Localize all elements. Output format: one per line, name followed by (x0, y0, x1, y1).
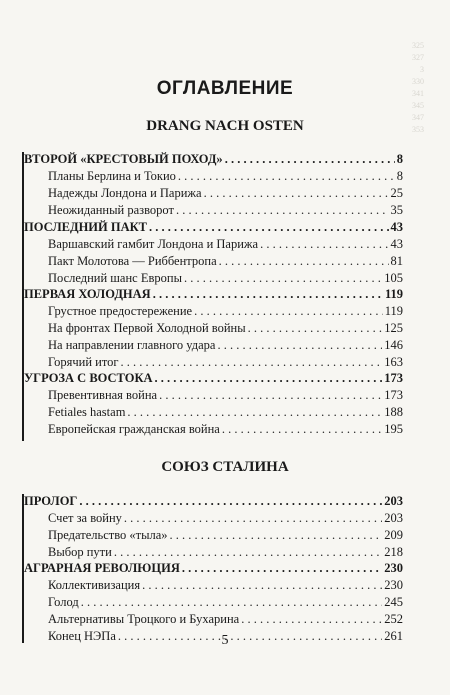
chapter-entry[interactable] (24, 152, 403, 167)
toc-entry[interactable] (48, 271, 403, 286)
entry-title: Варшавский гамбит Лондона и Парижа (48, 237, 259, 251)
entry-title: На направлении главного удара (48, 338, 216, 352)
part-title: DRANG NACH OSTEN (146, 118, 304, 134)
entry-page: 43 (390, 237, 403, 251)
entry-page: 195 (384, 422, 403, 436)
entry-page: 173 (384, 388, 403, 402)
toc-heading: ОГЛАВЛЕНИЕ (156, 78, 294, 99)
toc-entry[interactable] (48, 338, 403, 353)
entry-title: Предательство «тыла» (48, 528, 168, 542)
dot-leader (176, 203, 389, 218)
entry-title: Надежды Лондона и Парижа (48, 186, 202, 200)
dot-leader (149, 220, 388, 235)
chapter-title: ПОСЛЕДНИЙ ПАКТ (24, 220, 148, 234)
toc-section (22, 220, 403, 290)
entry-page: 125 (384, 321, 403, 335)
dot-leader (194, 304, 383, 319)
entry-page: 203 (384, 511, 403, 525)
toc-section (22, 152, 403, 222)
toc-entry[interactable] (48, 595, 403, 610)
entry-page: 8 (396, 169, 403, 183)
dot-leader (219, 254, 389, 269)
entry-page: 230 (384, 578, 403, 592)
entry-page: 218 (384, 545, 403, 559)
dot-leader (170, 528, 383, 543)
toc-entry[interactable] (48, 355, 403, 370)
dot-leader (81, 595, 383, 610)
toc-entry[interactable] (48, 321, 403, 336)
dot-leader (142, 578, 382, 593)
chapter-entry[interactable] (24, 287, 403, 302)
dot-leader (121, 355, 383, 370)
ghost-line: 345 (412, 101, 424, 110)
dot-leader (159, 388, 382, 403)
chapter-page: 119 (384, 287, 403, 301)
entry-title: Выбор пути (48, 545, 112, 559)
chapter-page: 173 (384, 371, 403, 385)
entry-page: 105 (384, 271, 403, 285)
dot-leader (217, 338, 382, 353)
entry-page: 81 (390, 254, 403, 268)
toc-section (22, 287, 403, 373)
toc-section (22, 371, 403, 441)
chapter-title: УГРОЗА С ВОСТОКА (24, 371, 153, 385)
entry-title: Коллективизация (48, 578, 141, 592)
chapter-entry[interactable] (24, 371, 403, 386)
entry-title: Fetiales hastam (48, 405, 126, 419)
entry-page: 261 (384, 629, 403, 643)
toc-entry[interactable] (48, 203, 403, 218)
entry-page: 119 (384, 304, 403, 318)
dot-leader (178, 169, 395, 184)
toc-entry[interactable] (48, 388, 403, 403)
entry-title: Превентивная война (48, 388, 158, 402)
dot-leader (127, 405, 382, 420)
chapter-entry[interactable] (24, 494, 403, 509)
entry-page: 146 (384, 338, 403, 352)
entry-title: Счет за войну (48, 511, 122, 525)
dot-leader (153, 287, 383, 302)
entry-title: Альтернативы Троцкого и Бухарина (48, 612, 240, 626)
dot-leader (222, 422, 382, 437)
entry-page: 252 (384, 612, 403, 626)
ghost-line: 347 (412, 113, 424, 122)
toc-entry[interactable] (48, 511, 403, 526)
entry-title: Горячий итог (48, 355, 119, 369)
chapter-page: 43 (390, 220, 403, 234)
toc-entry[interactable] (48, 405, 403, 420)
toc-entry[interactable] (48, 304, 403, 319)
ghost-line: 341 (412, 89, 424, 98)
chapter-page: 8 (396, 152, 403, 166)
ghost-line: 353 (412, 125, 424, 134)
dot-leader (241, 612, 382, 627)
entry-page: 25 (390, 186, 403, 200)
toc-entry[interactable] (48, 545, 403, 560)
toc-section (22, 494, 403, 564)
chapter-page: 203 (384, 494, 403, 508)
dot-leader (248, 321, 383, 336)
dot-leader (114, 545, 382, 560)
entry-title: Неожиданный разворот (48, 203, 174, 217)
toc-entry[interactable] (48, 254, 403, 269)
dot-leader (79, 494, 382, 509)
entry-title: Голод (48, 595, 79, 609)
dot-leader (225, 152, 395, 167)
entry-title: На фронтах Первой Холодной войны (48, 321, 246, 335)
chapter-entry[interactable] (24, 220, 403, 235)
page-number: 5 (221, 633, 229, 648)
ghost-line: 327 (412, 53, 424, 62)
entry-title: Последний шанс Европы (48, 271, 182, 285)
entry-page: 245 (384, 595, 403, 609)
ghost-line: 330 (412, 77, 424, 86)
dot-leader (204, 186, 389, 201)
toc-entry[interactable] (48, 186, 403, 201)
part-title: СОЮЗ СТАЛИНА (161, 459, 289, 475)
chapter-title: ПРОЛОГ (24, 494, 78, 508)
toc-entry[interactable] (48, 237, 403, 252)
toc-entry[interactable] (48, 422, 403, 437)
entry-title: Грустное предостережение (48, 304, 193, 318)
entry-page: 163 (384, 355, 403, 369)
chapter-title: ВТОРОЙ «КРЕСТОВЫЙ ПОХОД» (24, 152, 223, 166)
entry-title: Конец НЭПа (48, 629, 116, 643)
toc-entry[interactable] (48, 528, 403, 543)
toc-entry[interactable] (48, 169, 403, 184)
dot-leader (124, 511, 382, 526)
chapter-title: АГРАРНАЯ РЕВОЛЮЦИЯ (24, 561, 180, 575)
toc-entry[interactable] (48, 578, 403, 593)
entry-title: Планы Берлина и Токио (48, 169, 176, 183)
chapter-title: ПЕРВАЯ ХОЛОДНАЯ (24, 287, 151, 301)
entry-page: 188 (384, 405, 403, 419)
chapter-page: 230 (384, 561, 403, 575)
dot-leader (155, 371, 383, 386)
entry-title: Европейская гражданская война (48, 422, 220, 436)
toc-entry[interactable] (48, 612, 403, 627)
chapter-entry[interactable] (24, 561, 403, 576)
dot-leader (184, 271, 382, 286)
ghost-line: 3 (420, 65, 424, 74)
dot-leader (182, 561, 382, 576)
entry-title: Пакт Молотова — Риббентропа (48, 254, 217, 268)
entry-page: 209 (384, 528, 403, 542)
dot-leader (260, 237, 388, 252)
entry-page: 35 (390, 203, 403, 217)
ghost-line: 325 (412, 41, 424, 50)
